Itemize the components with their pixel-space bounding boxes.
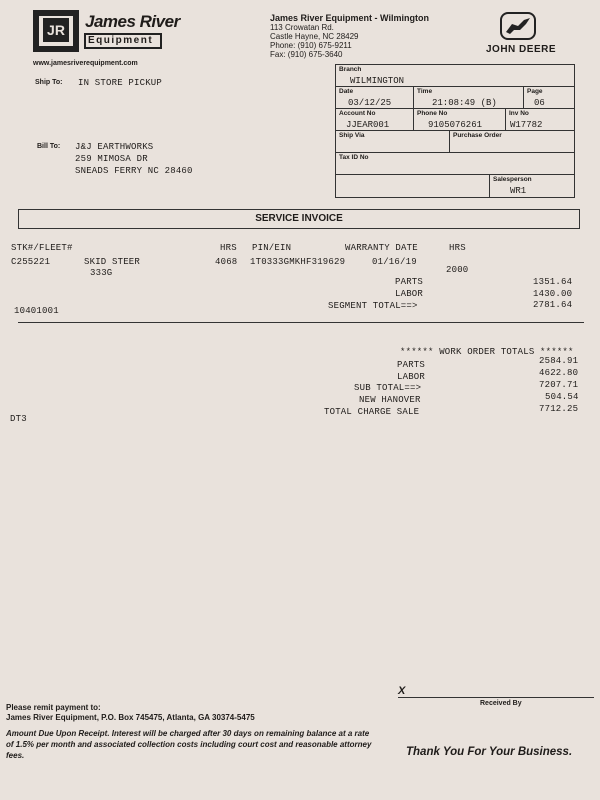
bill-to-city: SNEADS FERRY NC 28460 — [75, 166, 193, 176]
page-cell — [524, 87, 574, 109]
time-cell — [414, 87, 524, 109]
totals-total-label: TOTAL CHARGE SALE — [324, 407, 420, 417]
logo-text-line2: Equipment — [88, 35, 154, 46]
branch-value: WILMINGTON — [350, 76, 405, 86]
dealer-name: James River Equipment - Wilmington — [270, 13, 429, 23]
totals-tax-value: 504.54 — [545, 392, 579, 402]
totals-parts-label: PARTS — [397, 360, 426, 370]
inv-value: W17782 — [510, 120, 543, 130]
phone-value: 9105076261 — [428, 120, 483, 130]
segment-id: 10401001 — [14, 306, 59, 316]
date-cell — [336, 87, 414, 109]
col-warranty-header: WARRANTY DATE — [345, 243, 418, 253]
totals-parts-value: 2584.91 — [539, 356, 579, 366]
remit-address: James River Equipment, P.O. Box 745475, Atlanta, GA 30374-5475 — [6, 713, 255, 722]
col-stk-header: STK#/FLEET# — [11, 243, 73, 253]
col-pin-header: PIN/EIN — [252, 243, 292, 253]
logo-jr-icon: JR — [43, 18, 69, 42]
invoice-title: SERVICE INVOICE — [18, 209, 580, 229]
col-hrs-header: HRS — [220, 243, 237, 253]
account-cell — [336, 109, 414, 131]
item-hrs: 4068 — [215, 257, 238, 267]
totals-tax-label: NEW HANOVER — [359, 395, 421, 405]
inv-label: Inv No — [509, 110, 529, 117]
branch-label: Branch — [339, 66, 362, 73]
section-divider — [18, 322, 584, 323]
totals-subtotal-value: 7207.71 — [539, 380, 579, 390]
date-value: 03/12/25 — [348, 98, 392, 108]
item-pin: 1T0333GMKHF319629 — [250, 257, 346, 267]
dealer-fax: Fax: (910) 675-3640 — [270, 50, 343, 59]
segment-total-value: 2781.64 — [533, 300, 573, 310]
bill-to-label: Bill To: — [37, 143, 61, 150]
dealer-address2: Castle Hayne, NC 28429 — [270, 32, 359, 41]
company-logo-mark — [33, 10, 79, 52]
taxid-cell — [336, 153, 574, 175]
time-label: Time — [417, 88, 433, 95]
segment-parts-label: PARTS — [395, 277, 424, 287]
dealer-phone: Phone: (910) 675-9211 — [270, 41, 352, 50]
ship-to-label: Ship To: — [35, 79, 63, 86]
segment-labor-value: 1430.00 — [533, 289, 573, 299]
item-desc2: 333G — [90, 268, 113, 278]
taxid-label: Tax ID No — [339, 154, 369, 161]
item-hrs2: 2000 — [446, 265, 469, 275]
page-label: Page — [527, 88, 543, 95]
time-value: 21:08:49 (B) — [432, 98, 497, 108]
signature-x: X — [398, 685, 406, 697]
item-stk: C255221 — [11, 257, 51, 267]
blank-cell — [336, 175, 490, 197]
totals-labor-value: 4622.80 — [539, 368, 579, 378]
doc-code: DT3 — [10, 414, 27, 424]
phone-cell — [414, 109, 506, 131]
payment-terms: Amount Due Upon Receipt. Interest will be charged after 30 days on remaining balance at a rate of 1.5% per month and associated collection costs including court cost and reasonable attorney fees. — [6, 729, 372, 760]
shipvia-label: Ship Via — [339, 132, 365, 139]
totals-labor-label: LABOR — [397, 372, 426, 382]
deer-logo-icon — [500, 12, 536, 40]
totals-subtotal-label: SUB TOTAL==> — [354, 383, 422, 393]
brand-name: JOHN DEERE — [486, 44, 557, 55]
dealer-info — [270, 14, 429, 59]
phone-label: Phone No — [417, 110, 448, 117]
salesperson-cell — [490, 175, 574, 197]
totals-heading: ****** WORK ORDER TOTALS ****** — [400, 347, 574, 357]
remit-label: Please remit payment to: — [6, 703, 101, 712]
account-value: JJEAR001 — [346, 120, 390, 130]
received-by-label: Received By — [480, 700, 522, 707]
inv-cell — [506, 109, 574, 131]
totals-total-value: 7712.25 — [539, 404, 579, 414]
segment-parts-value: 1351.64 — [533, 277, 573, 287]
bill-to-name: J&J EARTHWORKS — [75, 142, 154, 152]
item-warranty: 01/16/19 — [372, 257, 417, 267]
signature-line — [398, 697, 594, 698]
account-label: Account No — [339, 110, 376, 117]
shipvia-cell — [336, 131, 450, 153]
invoice-info-grid — [335, 64, 575, 198]
ship-to-value: IN STORE PICKUP — [78, 78, 163, 88]
segment-labor-label: LABOR — [395, 289, 424, 299]
company-website: www.jamesriverequipment.com — [33, 60, 138, 67]
thank-you-message: Thank You For Your Business. — [406, 746, 573, 758]
col-hrs2-header: HRS — [449, 243, 466, 253]
salesperson-label: Salesperson — [493, 176, 532, 183]
salesperson-value: WR1 — [510, 186, 527, 196]
page-value: 06 — [534, 98, 545, 108]
po-label: Purchase Order — [453, 132, 502, 139]
item-desc1: SKID STEER — [84, 257, 141, 267]
segment-total-label: SEGMENT TOTAL==> — [328, 301, 418, 311]
branch-cell — [336, 65, 574, 87]
bill-to-street: 259 MIMOSA DR — [75, 154, 148, 164]
logo-text-line1: James River — [85, 12, 180, 31]
dealer-address1: 113 Crowatan Rd. — [270, 23, 334, 32]
po-cell — [450, 131, 574, 153]
date-label: Date — [339, 88, 354, 95]
